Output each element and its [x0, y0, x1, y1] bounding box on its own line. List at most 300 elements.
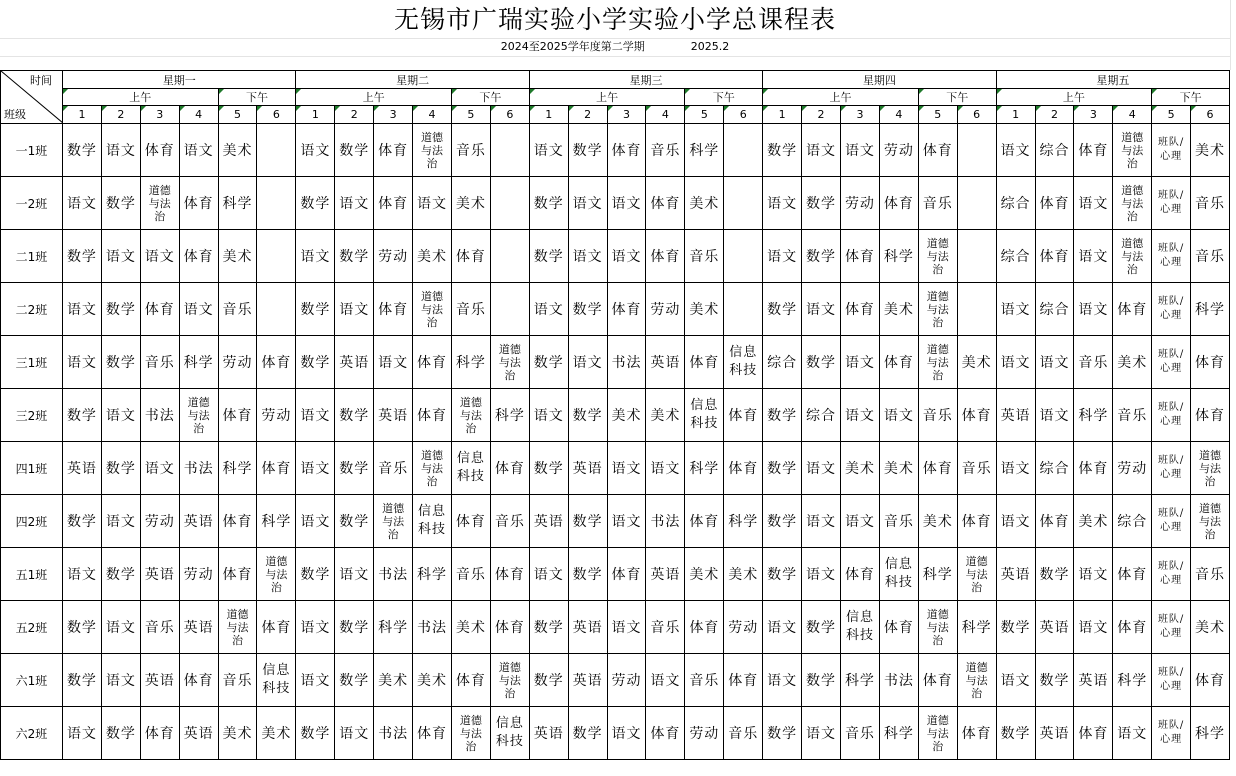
subject-text: 语文 — [105, 673, 136, 689]
subject-text: 美术 — [689, 302, 720, 318]
subject-text: 音乐 — [1195, 196, 1226, 212]
morning-header: 上午 — [63, 89, 219, 106]
subject-text: 道德 与法 治 — [965, 660, 988, 700]
subject-cell — [607, 230, 646, 283]
subject-cell — [918, 124, 957, 177]
morning-header: 上午 — [996, 89, 1152, 106]
subject-text: 体育 — [455, 514, 486, 530]
class-row — [1, 495, 1230, 548]
subject-text: 语文 — [844, 408, 875, 424]
subject-text: 美术 — [1078, 514, 1109, 530]
subject-cell — [802, 124, 841, 177]
schedule-table — [0, 70, 1230, 760]
subject-text: 科学 — [883, 726, 914, 742]
subject-text: 道德 与法 治 — [1121, 183, 1144, 223]
subject-cell — [490, 389, 529, 442]
subject-text: 综合 — [767, 355, 798, 371]
subject-cell — [1074, 177, 1113, 230]
subject-text: 语文 — [417, 196, 448, 212]
class-row — [1, 177, 1230, 230]
subject-text: 体育 — [183, 673, 214, 689]
subject-cell — [841, 548, 880, 601]
class-label: 班级 — [4, 108, 26, 121]
subject-cell — [957, 654, 996, 707]
subject-cell — [724, 601, 763, 654]
subject-cell — [335, 283, 374, 336]
subject-cell — [1152, 548, 1191, 601]
subject-cell — [101, 283, 140, 336]
subject-text: 语文 — [806, 567, 837, 583]
subject-text: 数学 — [66, 249, 97, 265]
subject-cell — [63, 654, 102, 707]
subject-text: 语文 — [1117, 726, 1148, 742]
subject-text: 体育 — [378, 143, 409, 159]
subject-cell — [802, 442, 841, 495]
subject-cell — [957, 283, 996, 336]
subject-cell — [1035, 230, 1074, 283]
subject-cell — [918, 283, 957, 336]
subject-cell — [1035, 442, 1074, 495]
subject-cell — [335, 707, 374, 760]
subject-cell — [179, 601, 218, 654]
subject-text: 语文 — [1078, 302, 1109, 318]
subject-cell — [257, 124, 296, 177]
subject-text: 体育 — [883, 355, 914, 371]
subject-text: 数学 — [300, 567, 331, 583]
subject-cell — [607, 389, 646, 442]
subject-text: 语文 — [105, 514, 136, 530]
subject-text: 音乐 — [494, 514, 525, 530]
subject-cell — [451, 124, 490, 177]
subject-cell — [529, 707, 568, 760]
afternoon-header: 下午 — [218, 89, 296, 106]
subject-cell — [413, 601, 452, 654]
period-number: 5 — [1152, 106, 1191, 124]
subject-cell — [1113, 654, 1152, 707]
subject-cell — [413, 336, 452, 389]
subject-cell — [879, 124, 918, 177]
period-number: 2 — [335, 106, 374, 124]
subject-text: 班队/ 心理 — [1157, 667, 1185, 692]
subject-text: 数学 — [105, 567, 136, 583]
subject-text: 书法 — [144, 408, 175, 424]
subject-text: 体育 — [455, 673, 486, 689]
page-title: 无锡市广瑞实验小学实验小学总课程表 — [393, 5, 836, 34]
subject-cell — [335, 654, 374, 707]
subject-text: 数学 — [339, 620, 370, 636]
subject-text: 美术 — [611, 408, 642, 424]
subject-cell — [802, 548, 841, 601]
period-number: 5 — [918, 106, 957, 124]
subject-cell — [490, 654, 529, 707]
subject-text: 班队/ 心理 — [1157, 402, 1185, 427]
subject-text: 数学 — [66, 620, 97, 636]
subject-text: 数学 — [66, 408, 97, 424]
subject-cell — [140, 654, 179, 707]
subject-cell — [685, 336, 724, 389]
subject-cell — [996, 177, 1035, 230]
subject-text: 数学 — [339, 249, 370, 265]
subject-cell — [568, 654, 607, 707]
subject-cell — [957, 230, 996, 283]
subject-text: 体育 — [689, 514, 720, 530]
subject-cell — [179, 177, 218, 230]
subject-text: 语文 — [300, 514, 331, 530]
subject-cell — [140, 336, 179, 389]
subject-cell — [140, 124, 179, 177]
subject-text: 美术 — [455, 196, 486, 212]
subject-text: 数学 — [572, 302, 603, 318]
subject-text: 道德 与法 治 — [1121, 236, 1144, 276]
subject-text: 英语 — [650, 355, 681, 371]
subject-cell — [101, 707, 140, 760]
subject-text: 语文 — [183, 143, 214, 159]
subject-cell — [918, 230, 957, 283]
subject-cell — [490, 283, 529, 336]
subject-cell — [335, 124, 374, 177]
class-name: 三1班 — [1, 336, 63, 389]
subject-text: 班队/ 心理 — [1157, 508, 1185, 533]
subject-text: 体育 — [1195, 408, 1226, 424]
subject-cell — [529, 654, 568, 707]
subject-cell — [646, 601, 685, 654]
subject-cell — [1113, 442, 1152, 495]
subject-text: 体育 — [261, 620, 292, 636]
subject-text: 数学 — [105, 726, 136, 742]
subject-cell — [413, 283, 452, 336]
subject-cell — [1113, 124, 1152, 177]
subject-text: 道德 与法 治 — [926, 289, 949, 329]
subject-text: 科学 — [1117, 673, 1148, 689]
subject-cell — [451, 707, 490, 760]
subject-cell — [646, 654, 685, 707]
subject-cell — [413, 124, 452, 177]
subject-cell — [296, 230, 335, 283]
subject-cell — [374, 442, 413, 495]
subject-text: 劳动 — [728, 620, 759, 636]
subject-cell — [607, 283, 646, 336]
day-header: 星期四 — [763, 71, 996, 89]
period-number: 1 — [63, 106, 102, 124]
subject-cell — [957, 548, 996, 601]
subject-cell — [1191, 389, 1230, 442]
subject-cell — [1152, 283, 1191, 336]
subject-text: 数学 — [66, 514, 97, 530]
subject-text: 英语 — [1000, 567, 1031, 583]
subject-text: 语文 — [572, 249, 603, 265]
subject-cell — [685, 601, 724, 654]
subject-text: 美术 — [650, 408, 681, 424]
subject-text: 语文 — [339, 567, 370, 583]
subject-text: 体育 — [689, 620, 720, 636]
subject-text: 音乐 — [689, 673, 720, 689]
subject-text: 劳动 — [144, 514, 175, 530]
subject-text: 科学 — [689, 461, 720, 477]
subject-cell — [607, 654, 646, 707]
subject-text: 劳动 — [650, 302, 681, 318]
class-name: 五1班 — [1, 548, 63, 601]
subject-cell — [568, 601, 607, 654]
subject-text: 道德 与法 治 — [459, 713, 482, 753]
class-name: 二2班 — [1, 283, 63, 336]
subject-cell — [685, 389, 724, 442]
subject-text: 体育 — [222, 408, 253, 424]
subject-cell — [490, 124, 529, 177]
subject-cell — [996, 495, 1035, 548]
subject-text: 道德 与法 治 — [926, 236, 949, 276]
class-row — [1, 601, 1230, 654]
subject-text: 语文 — [533, 143, 564, 159]
subject-text: 劳动 — [378, 249, 409, 265]
subject-cell — [879, 442, 918, 495]
subject-text: 体育 — [611, 567, 642, 583]
subject-cell — [218, 442, 257, 495]
subject-text: 语文 — [66, 355, 97, 371]
subject-cell — [257, 654, 296, 707]
subject-text: 语文 — [66, 302, 97, 318]
subject-text: 数学 — [1000, 620, 1031, 636]
subject-text: 语文 — [1078, 620, 1109, 636]
subject-text: 信息 科技 — [418, 504, 447, 537]
subject-text: 数学 — [572, 408, 603, 424]
subject-text: 体育 — [689, 355, 720, 371]
subject-text: 信息 科技 — [690, 398, 719, 431]
subject-cell — [490, 495, 529, 548]
class-row — [1, 389, 1230, 442]
subject-cell — [1191, 548, 1230, 601]
subject-text: 综合 — [1039, 461, 1070, 477]
subject-text: 语文 — [1000, 143, 1031, 159]
subject-cell — [879, 707, 918, 760]
subject-cell — [1152, 601, 1191, 654]
subject-text: 美术 — [844, 461, 875, 477]
subject-text: 语文 — [300, 673, 331, 689]
subject-text: 数学 — [533, 673, 564, 689]
class-row — [1, 336, 1230, 389]
subject-text: 科学 — [222, 461, 253, 477]
subject-cell — [140, 389, 179, 442]
subject-text: 体育 — [961, 408, 992, 424]
subject-text: 美术 — [455, 620, 486, 636]
subject-text: 语文 — [650, 673, 681, 689]
subject-text: 数学 — [767, 461, 798, 477]
period-number: 4 — [413, 106, 452, 124]
subject-text: 语文 — [1000, 673, 1031, 689]
subject-cell — [179, 442, 218, 495]
subject-cell — [179, 654, 218, 707]
subject-text: 语文 — [1000, 302, 1031, 318]
subject-cell — [218, 283, 257, 336]
subject-text: 体育 — [183, 196, 214, 212]
subject-cell — [1035, 495, 1074, 548]
subject-cell — [529, 548, 568, 601]
subject-text: 英语 — [183, 514, 214, 530]
subject-text: 数学 — [806, 355, 837, 371]
subject-cell — [996, 548, 1035, 601]
subject-text: 体育 — [728, 461, 759, 477]
subject-text: 数学 — [767, 514, 798, 530]
subject-cell — [841, 707, 880, 760]
subject-text: 数学 — [339, 514, 370, 530]
subject-text: 数学 — [105, 302, 136, 318]
subject-text: 综合 — [1000, 249, 1031, 265]
subject-text: 道德 与法 治 — [187, 395, 210, 435]
subject-cell — [490, 230, 529, 283]
subject-cell — [218, 707, 257, 760]
subject-text: 音乐 — [455, 567, 486, 583]
subject-text: 劳动 — [1117, 461, 1148, 477]
period-number: 3 — [607, 106, 646, 124]
subject-text: 英语 — [1039, 620, 1070, 636]
subject-cell — [257, 548, 296, 601]
subject-text: 数学 — [806, 249, 837, 265]
subject-cell — [646, 548, 685, 601]
subject-text: 体育 — [261, 461, 292, 477]
subject-cell — [802, 495, 841, 548]
subject-cell — [1152, 124, 1191, 177]
subject-text: 美术 — [728, 567, 759, 583]
subject-cell — [451, 548, 490, 601]
subject-text: 语文 — [1078, 567, 1109, 583]
subject-cell — [802, 283, 841, 336]
subject-text: 道德 与法 治 — [926, 713, 949, 753]
subject-cell — [140, 177, 179, 230]
subject-text: 美术 — [378, 673, 409, 689]
subject-cell — [607, 177, 646, 230]
subject-text: 数学 — [767, 302, 798, 318]
class-name: 六2班 — [1, 707, 63, 760]
subject-text: 英语 — [1078, 673, 1109, 689]
class-row — [1, 654, 1230, 707]
subject-cell — [296, 177, 335, 230]
subject-cell — [1074, 654, 1113, 707]
subject-text: 语文 — [105, 249, 136, 265]
subject-cell — [374, 389, 413, 442]
schedule-body — [1, 124, 1230, 760]
subject-text: 体育 — [922, 673, 953, 689]
subject-text: 语文 — [806, 302, 837, 318]
subject-text: 音乐 — [1117, 408, 1148, 424]
subject-cell — [257, 601, 296, 654]
subject-cell — [374, 495, 413, 548]
subject-cell — [374, 283, 413, 336]
subject-cell — [218, 548, 257, 601]
subject-text: 英语 — [183, 620, 214, 636]
subject-cell — [1152, 389, 1191, 442]
subject-text: 语文 — [844, 355, 875, 371]
subject-text: 语文 — [1000, 355, 1031, 371]
period-number: 3 — [374, 106, 413, 124]
subject-text: 语文 — [767, 196, 798, 212]
subject-cell — [802, 707, 841, 760]
subject-text: 体育 — [650, 249, 681, 265]
subject-text: 数学 — [572, 143, 603, 159]
subject-cell — [685, 707, 724, 760]
subject-text: 美术 — [222, 143, 253, 159]
subject-cell — [140, 548, 179, 601]
subject-cell — [413, 442, 452, 495]
subject-text: 语文 — [300, 249, 331, 265]
subject-cell — [568, 177, 607, 230]
subject-cell — [140, 601, 179, 654]
subject-text: 科学 — [922, 567, 953, 583]
subject-cell — [802, 601, 841, 654]
subject-cell — [802, 230, 841, 283]
period-number: 5 — [218, 106, 257, 124]
subject-text: 道德 与法 治 — [1199, 501, 1222, 541]
subject-text: 语文 — [767, 620, 798, 636]
subject-cell — [1074, 389, 1113, 442]
subject-cell — [918, 654, 957, 707]
subject-cell — [646, 336, 685, 389]
date-label: 2025.2 — [690, 40, 730, 53]
class-row — [1, 230, 1230, 283]
subject-cell — [957, 707, 996, 760]
subject-cell — [1035, 601, 1074, 654]
subject-text: 体育 — [611, 302, 642, 318]
subject-cell — [841, 177, 880, 230]
subject-cell — [335, 389, 374, 442]
subject-text: 书法 — [611, 355, 642, 371]
period-number: 6 — [257, 106, 296, 124]
subject-cell — [802, 389, 841, 442]
subject-text: 书法 — [650, 514, 681, 530]
subject-text: 数学 — [572, 567, 603, 583]
subject-text: 体育 — [1078, 461, 1109, 477]
subject-cell — [1113, 230, 1152, 283]
subject-text: 语文 — [572, 196, 603, 212]
subject-cell — [685, 124, 724, 177]
subject-text: 英语 — [378, 408, 409, 424]
subject-cell — [451, 230, 490, 283]
subject-text: 体育 — [844, 567, 875, 583]
subject-cell — [607, 442, 646, 495]
subject-cell — [101, 177, 140, 230]
subject-cell — [879, 230, 918, 283]
subject-cell — [879, 548, 918, 601]
class-row — [1, 283, 1230, 336]
period-number: 5 — [451, 106, 490, 124]
subject-cell — [957, 389, 996, 442]
subject-text: 英语 — [572, 620, 603, 636]
subject-cell — [607, 495, 646, 548]
subject-text: 音乐 — [1195, 249, 1226, 265]
subject-text: 数学 — [105, 355, 136, 371]
subject-text: 综合 — [1039, 302, 1070, 318]
subject-cell — [1074, 548, 1113, 601]
subject-text: 体育 — [922, 143, 953, 159]
subject-cell — [257, 707, 296, 760]
subject-text: 班队/ 心理 — [1157, 614, 1185, 639]
subject-cell — [529, 389, 568, 442]
subject-text: 体育 — [494, 567, 525, 583]
subject-text: 语文 — [806, 143, 837, 159]
subject-cell — [685, 654, 724, 707]
subject-cell — [841, 230, 880, 283]
subject-cell — [490, 336, 529, 389]
subject-cell — [335, 230, 374, 283]
subject-text: 体育 — [417, 408, 448, 424]
subject-cell — [763, 548, 802, 601]
subject-cell — [218, 177, 257, 230]
subject-cell — [841, 601, 880, 654]
term-label: 2024至2025学年度第二学期 — [500, 40, 645, 53]
period-number: 6 — [957, 106, 996, 124]
subject-text: 语文 — [806, 461, 837, 477]
morning-header: 上午 — [296, 89, 452, 106]
class-name: 三2班 — [1, 389, 63, 442]
subject-cell — [374, 654, 413, 707]
